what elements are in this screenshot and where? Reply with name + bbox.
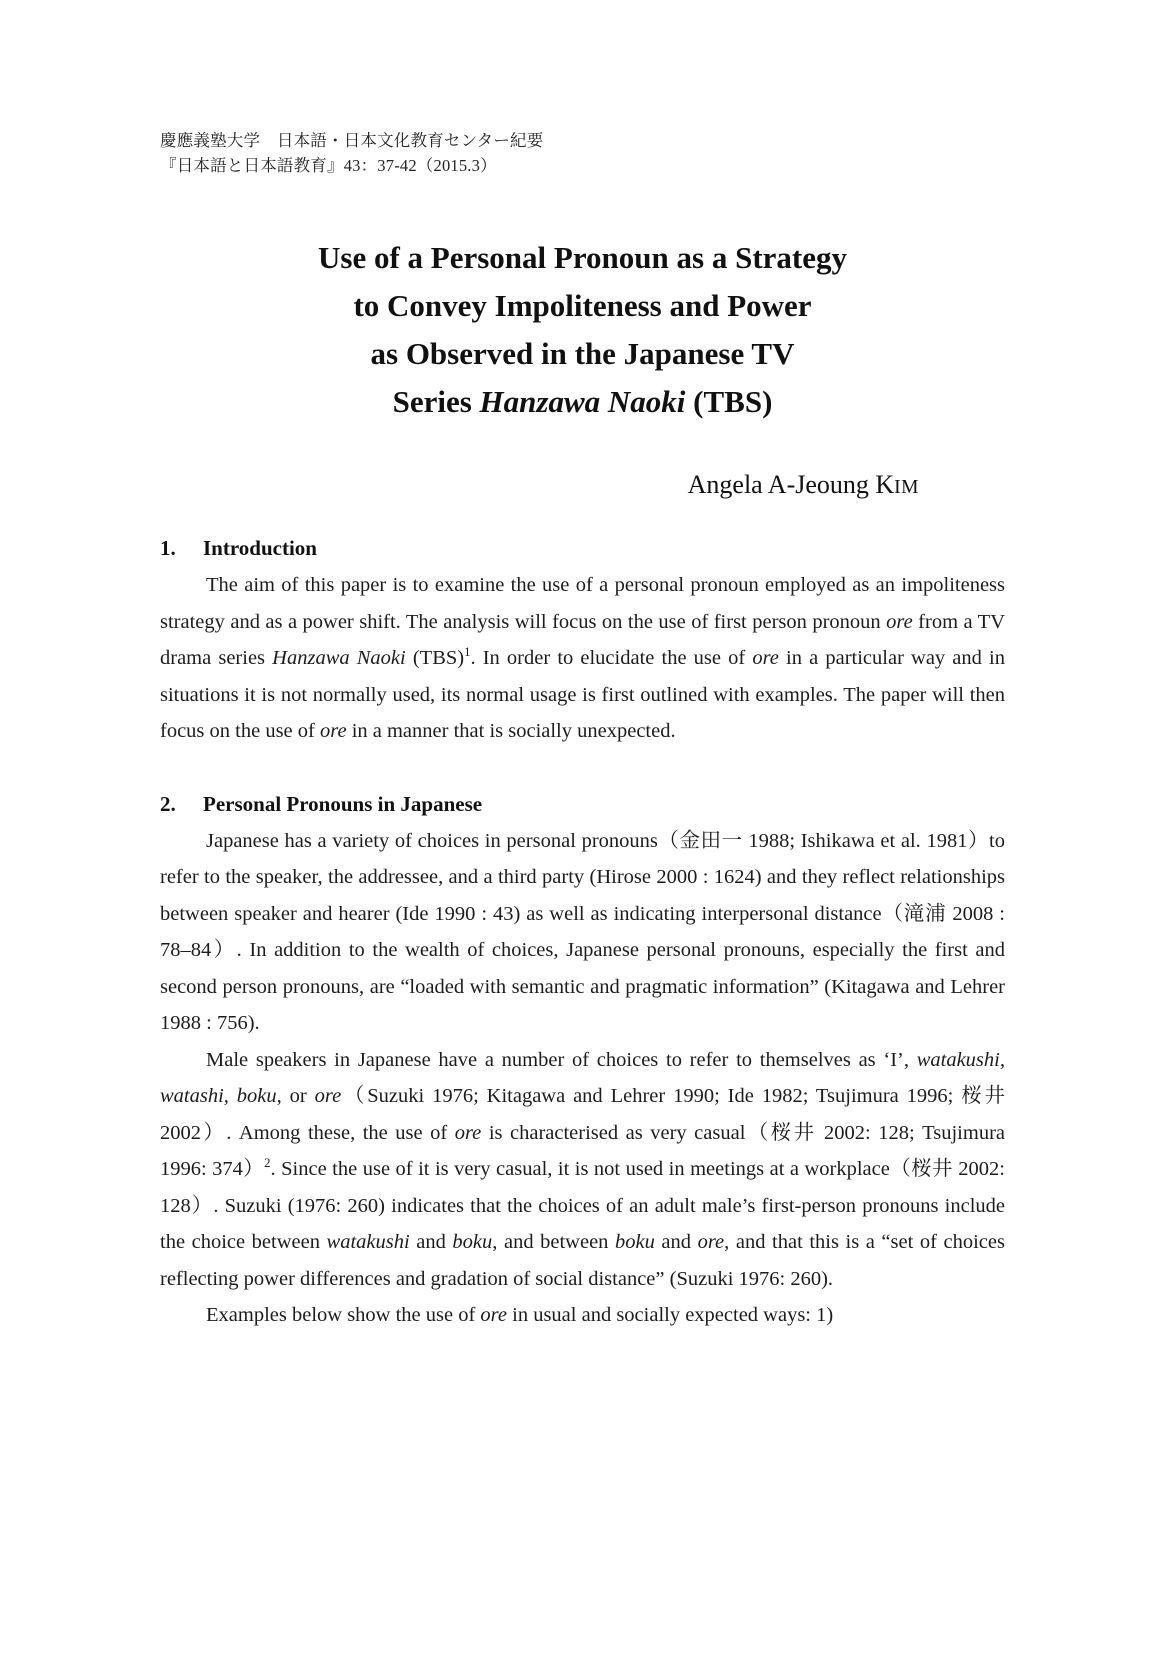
section-personal-pronouns [160,792,1005,1334]
section-introduction [160,536,1005,750]
journal-header-line2: 『日本語と日本語教育』43：37-42（2015.3） [160,156,497,175]
body-paragraph: Japanese has a variety of choices in personal pronouns（金田一 1988; Ishikawa et al. 1981）to refer to the speaker, the addressee, and a third party (Hirose 2000 : 1624) and they reflect relationships between speaker and hearer (Ide 1990 : 43) as well as indicating interpersonal distance（滝浦 2008 : 78–84）. In addition to the wealth of choices, Japanese personal pronouns, especially the first and second person pronouns, are “loaded with semantic and pragmatic information” (Kitagawa and Lehrer 1988 : 756). [160,829,1005,1034]
body-paragraph: Examples below show the use of ore in usual and socially expected ways: 1) [206,1304,834,1326]
section-title: Personal Pronouns in Japanese [203,791,483,816]
section-number: 2. [160,791,176,816]
section-heading-personal-pronouns [160,792,1005,817]
journal-header-line1: 慶應義塾大学 日本語・日本文化教育センター紀要 [160,131,544,150]
paper-title-line: Use of a Personal Pronoun as a Strategy [318,240,847,275]
paper-title-line: to Convey Impoliteness and Power [353,288,812,323]
section-number: 1. [160,536,176,560]
paper-title [160,234,1005,426]
paper-title-line: Series Hanzawa Naoki (TBS) [392,384,773,419]
journal-header [160,128,1005,178]
section-title: Introduction [203,536,317,560]
body-paragraph: Male speakers in Japanese have a number of choices to refer to themselves as ‘I’, watakushi, watashi, boku, or ore（Suzuki 1976; Kitagawa and Lehrer 1990; Ide 1982; Tsujimura 1996; 桜井 2002）. Among these, the use of ore is characterised as very casual（桜井 2002: 128; Tsujimura 1996: 374）$^2$. Since the use of it is very casual, it is not used in meetings at a workplace（桜井 2002: 128）. Suzuki (1976: 260) indicates that the choices of an adult male’s first-person pronouns include the choice between watakushi and boku, and between boku and ore, and that this is a “set of choices reflecting power differences and gradation of social distance” (Suzuki 1976: 260). [160,1048,1005,1290]
body-paragraph: The aim of this paper is to examine the use of a personal pronoun employed as an impoliteness strategy and as a power shift. The analysis will focus on the use of first person pronoun ore from a TV drama series Hanzawa Naoki (TBS)$^1$. In order to elucidate the use of ore in a particular way and in situations it is not normally used, its normal usage is first outlined with examples. The paper will then focus on the use of ore in a manner that is socially unexpected. [160,574,1005,742]
paper-title-line: as Observed in the Japanese TV [370,336,795,371]
section-heading-introduction [160,536,1005,561]
author-name: Angela A-Jeoung KIM [687,470,919,499]
